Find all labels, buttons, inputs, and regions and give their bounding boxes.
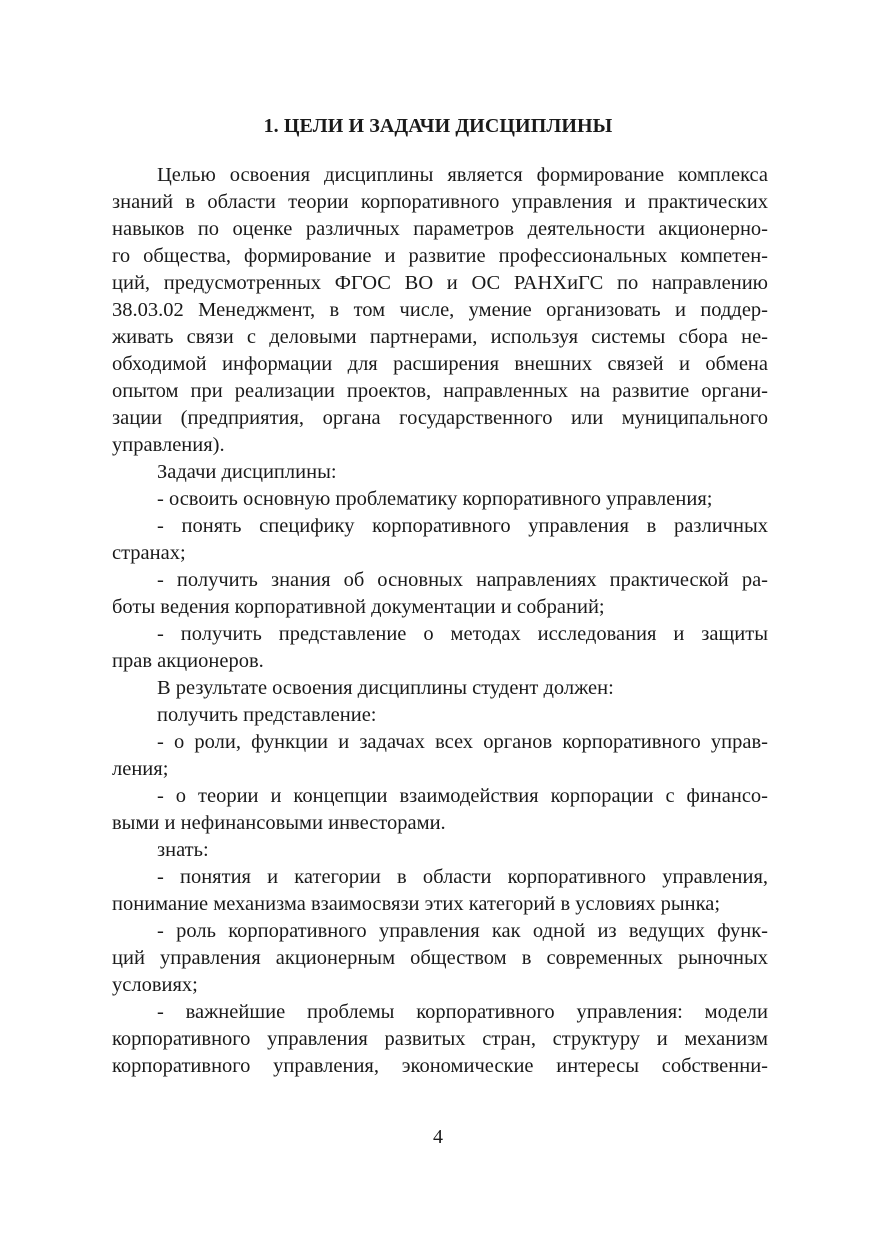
- text-line: корпоративного управления, экономические интересы собственни-: [112, 1055, 768, 1077]
- text-line: опытом при реализации проектов, направленных на развитие органи-: [112, 380, 768, 402]
- text-line: - получить знания об основных направлениях практической ра-: [157, 569, 768, 591]
- text-line: - освоить основную проблематику корпоративного управления;: [157, 488, 713, 510]
- text-line: корпоративного управления развитых стран, структуру и механизм: [112, 1028, 768, 1050]
- section-heading: 1. ЦЕЛИ И ЗАДАЧИ ДИСЦИПЛИНЫ: [263, 115, 613, 137]
- text-line: получить представление:: [157, 704, 377, 726]
- body-text: [112, 162, 768, 1080]
- text-line: го общества, формирование и развитие профессиональных компетен-: [112, 245, 768, 267]
- text-line: странах;: [112, 542, 186, 564]
- text-line: - роль корпоративного управления как одной из ведущих функ-: [157, 920, 768, 942]
- text-line: знать:: [157, 839, 209, 861]
- text-line: - важнейшие проблемы корпоративного управления: модели: [157, 1001, 768, 1023]
- text-line: условиях;: [112, 974, 198, 996]
- text-line: зации (предприятия, органа государственного или муниципального: [112, 407, 768, 429]
- text-line: Задачи дисциплины:: [157, 461, 337, 483]
- text-line: управления).: [112, 434, 225, 456]
- text-line: выми и нефинансовыми инвесторами.: [112, 812, 446, 834]
- text-line: 38.03.02 Менеджмент, в том числе, умение организовать и поддер-: [112, 299, 768, 321]
- text-line: живать связи с деловыми партнерами, используя системы сбора не-: [112, 326, 768, 348]
- text-line: В результате освоения дисциплины студент должен:: [157, 677, 614, 699]
- text-line: - понять специфику корпоративного управления в различных: [157, 515, 768, 537]
- text-line: - понятия и категории в области корпоративного управления,: [157, 866, 768, 888]
- text-line: ций, предусмотренных ФГОС ВО и ОС РАНХиГС по направлению: [112, 272, 768, 294]
- text-line: ления;: [112, 758, 169, 780]
- text-line: знаний в области теории корпоративного управления и практических: [112, 191, 768, 213]
- text-line: - о роли, функции и задачах всех органов корпоративного управ-: [157, 731, 768, 753]
- text-line: навыков по оценке различных параметров деятельности акционерно-: [112, 218, 768, 240]
- page-number: 4: [433, 1126, 443, 1148]
- text-line: понимание механизма взаимосвязи этих категорий в условиях рынка;: [112, 893, 721, 915]
- text-line: - о теории и концепции взаимодействия корпорации с финансо-: [157, 785, 768, 807]
- text-line: прав акционеров.: [112, 650, 264, 672]
- text-line: ций управления акционерным обществом в современных рыночных: [112, 947, 768, 969]
- text-line: - получить представление о методах исследования и защиты: [157, 623, 768, 645]
- text-line: обходимой информации для расширения внешних связей и обмена: [112, 353, 768, 375]
- text-line: боты ведения корпоративной документации и собраний;: [112, 596, 605, 618]
- text-line: Целью освоения дисциплины является формирование комплекса: [157, 164, 768, 186]
